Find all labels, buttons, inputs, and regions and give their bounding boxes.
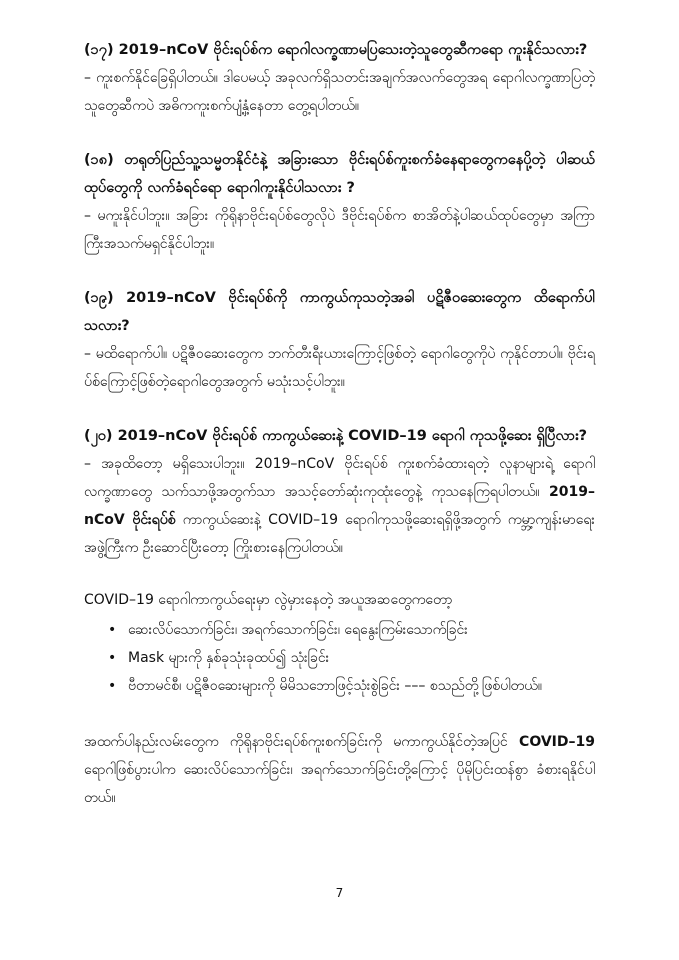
qa-section-18 bbox=[84, 146, 595, 258]
list-item-text: ဗီတာမင်စီ၊ ပဋိဇီဝဆေးများကို မိမိသဘောဖြင့်သုံးစွဲခြင်း ––– စသည်တို့ဖြစ်ပါတယ်။ bbox=[128, 678, 542, 694]
misconceptions-heading: COVID–19 ရောဂါကာကွယ်ရေးမှာ လွဲမှားနေတဲ့ အယူအဆတွေကတော့ bbox=[84, 592, 453, 608]
question-heading: (၁၉) 2019–nCoV ဗိုင်းရပ်စ်ကို ကာကွယ်ကုသတဲ့အခါ ပဋိဇီဝဆေးတွေက ထိရောက်ပါသလား? bbox=[84, 290, 595, 334]
misconceptions-section bbox=[84, 586, 595, 700]
qa-section-20 bbox=[84, 422, 595, 562]
answer-text-part: – အခုထိတော့ မရှိသေးပါဘူး။ 2019–nCoV ဗိုင်းရပ်စ် ကူးစက်ခံထားရတဲ့ လူနာများရဲ့ ရောဂါလက္ခဏာတွေ သက်သာဖို့အတွက်သာ အသင့်တော်ဆုံးကုထုံးတွေနဲ့ ကုသနေကြရပါတယ်။ bbox=[84, 456, 595, 500]
closing-text-part: ရောဂါဖြစ်ပွားပါက ဆေးလိပ်သောက်ခြင်း၊ အရက်သောက်ခြင်းတို့ကြောင့် ပိုမိုပြင်းထန်စွာ ခံစားရနိုင်ပါတယ်။ bbox=[84, 762, 595, 806]
answer-bold-term: 2019–nCoV ဗိုင်းရပ်စ် bbox=[84, 484, 595, 528]
bullet-icon: • bbox=[108, 622, 117, 638]
qa-section-17 bbox=[84, 36, 595, 120]
list-item bbox=[108, 616, 595, 644]
answer-text: – မကူးနိုင်ပါဘူး။ အခြား ကိုရိုနာဗိုင်းရပ်စ်တွေလိုပဲ ဒီဗိုင်းရပ်စ်က စာအိတ်နဲ့ပါဆယ်ထုပ်တွေမှာ အကြာကြီးအသက်မရှင်နိုင်ပါဘူး။ bbox=[84, 208, 595, 252]
question-heading: (၁၇) 2019–nCoV ဗိုင်းရပ်စ်က ရောဂါလက္ခဏာမပြသေးတဲ့သူတွေဆီကရော ကူးနိုင်သလား? bbox=[84, 42, 588, 58]
closing-paragraph bbox=[84, 728, 595, 812]
closing-text-part: အထက်ပါနည်းလမ်းတွေက ကိုရိုနာဗိုင်းရပ်စ်ကူးစက်ခြင်းကို မကာကွယ်နိုင်တဲ့အပြင် bbox=[84, 734, 520, 750]
closing-bold-term: COVID–19 bbox=[519, 734, 595, 750]
list-item-text: ဆေးလိပ်သောက်ခြင်း၊ အရက်သောက်ခြင်း၊ ရေနွေးကြမ်းသောက်ခြင်း bbox=[128, 622, 468, 638]
question-heading: (၁၈) တရုတ်ပြည်သူ့သမ္မတနိုင်ငံနဲ့ အခြားသော ဗိုင်းရပ်စ်ကူးစက်ခံနေရာတွေကနေပို့တဲ့ ပါဆယ်ထုပ်တွေကို လက်ခံရင်ရော ရောဂါကူးနိုင်ပါသလား ? bbox=[84, 152, 595, 196]
list-item bbox=[108, 644, 595, 672]
answer-text: – ကူးစက်နိုင်ခြေရှိပါတယ်။ ဒါပေမယ့် အခုလက်ရှိသတင်းအချက်အလက်တွေအရ ရောဂါလက္ခဏာပြတဲ့သူတွေဆီကပဲ အဓိကကူးစက်ပျံ့နှံ့နေတာ တွေ့ရပါတယ်။ bbox=[84, 70, 595, 114]
bullet-icon: • bbox=[108, 678, 117, 694]
list-item bbox=[108, 672, 595, 700]
answer-text-part: ကာကွယ်ဆေးနဲ့ COVID–19 ရောဂါကုသဖို့ဆေးရရှိဖို့အတွက် ကမ္ဘာ့ကျန်းမာရေးအဖွဲ့ကြီးက ဦးဆောင်ပြီးတော့ ကြိုးစားနေကြပါတယ်။ bbox=[84, 512, 595, 556]
bullet-icon: • bbox=[108, 650, 117, 666]
page-number: 7 bbox=[335, 886, 344, 900]
question-heading: (၂၀) 2019–nCoV ဗိုင်းရပ်စ် ကာကွယ်ဆေးနဲ့ COVID–19 ရောဂါ ကုသဖို့ဆေး ရှိပြီလား? bbox=[84, 428, 588, 444]
answer-text: – မထိရောက်ပါ။ ပဋိဇီဝဆေးတွေက ဘက်တီးရီးယားကြောင့်ဖြစ်တဲ့ ရောဂါတွေကိုပဲ ကုနိုင်တာပါ။ ဗိုင်းရပ်စ်ကြောင့်ဖြစ်တဲ့ရောဂါတွေအတွက် မသုံးသင့်ပါဘူး။ bbox=[84, 346, 595, 390]
qa-section-19 bbox=[84, 284, 595, 396]
answer-text bbox=[84, 450, 595, 562]
list-item-text: Mask များကို နှစ်ခုသုံးခုထပ်၍ သုံးခြင်း bbox=[128, 650, 330, 666]
misconceptions-list bbox=[84, 616, 595, 700]
